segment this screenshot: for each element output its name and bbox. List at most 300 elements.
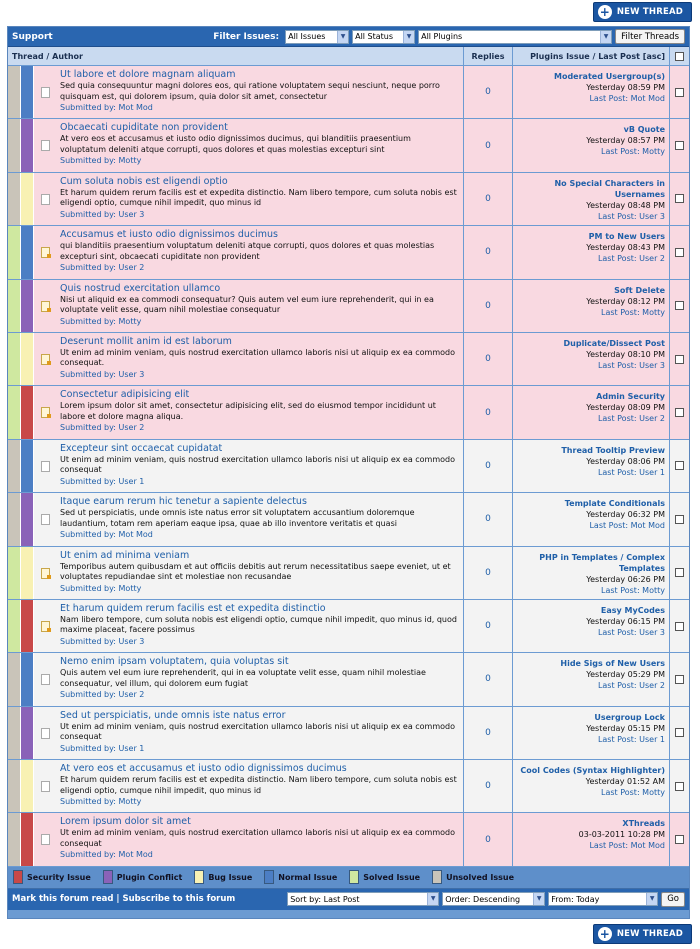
new-posts-document-icon xyxy=(41,301,50,312)
issue-type-indicator xyxy=(21,280,34,332)
thread-preview: Nam libero tempore, cum soluta nobis est eligendi optio, cumque nihil impedit, quo minus id, quod maxime placeat, facere possimus xyxy=(60,614,457,635)
mark-forum-read-link[interactable]: Mark this forum read xyxy=(12,894,114,905)
document-icon xyxy=(41,674,50,685)
thread-row xyxy=(8,813,689,866)
status-indicator xyxy=(8,226,21,278)
reply-count-link[interactable]: 0 xyxy=(464,440,513,492)
last-post-author-link[interactable]: Last Post: User 1 xyxy=(597,734,665,744)
last-post-author-link[interactable]: Last Post: Motty xyxy=(601,788,665,798)
reply-count-link[interactable]: 0 xyxy=(464,173,513,225)
status-indicator xyxy=(8,173,21,225)
plugins-filter-value: All Plugins xyxy=(421,32,463,41)
row-checkbox-cell xyxy=(670,280,689,332)
thread-icon-cell xyxy=(34,707,56,759)
last-post-author-link[interactable]: Last Post: Motty xyxy=(601,585,665,595)
order-value: Order: Descending xyxy=(445,894,521,904)
document-icon xyxy=(41,514,50,525)
new-thread-button[interactable] xyxy=(593,2,692,22)
thread-info-cell xyxy=(56,653,464,705)
status-indicator xyxy=(8,493,21,545)
thread-author-link[interactable]: Submitted by: Motty xyxy=(60,797,142,807)
date-range-value: From: Today xyxy=(551,894,600,904)
row-checkbox-cell xyxy=(670,226,689,278)
thread-preview: qui blanditiis praesentium voluptatum deleniti atque corrupti, quos dolores et quas molestias excepturi sint, obcaecati cupiditate non provident xyxy=(60,241,435,261)
last-post-date: Yesterday 08:09 PM xyxy=(586,403,665,413)
thread-preview: Ut enim ad minim veniam, quis nostrud exercitation ullamco laboris nisi ut aliquip ex ea commodo consequat xyxy=(60,454,456,475)
thread-title-link[interactable]: Nemo enim ipsam voluptatem, quia voluptas sit xyxy=(60,656,289,668)
legend-swatch xyxy=(349,870,359,884)
reply-count-link[interactable]: 0 xyxy=(464,760,513,812)
issue-type-indicator xyxy=(21,547,34,599)
last-post-date: Yesterday 06:26 PM xyxy=(586,574,665,584)
filter-label: Filter Issues: xyxy=(213,31,280,42)
thread-icon-cell xyxy=(34,493,56,545)
thread-author-link[interactable]: Submitted by: Mot Mod xyxy=(60,103,153,112)
last-post-date: Yesterday 06:15 PM xyxy=(586,616,665,626)
thread-info-cell xyxy=(56,707,464,759)
last-post-header[interactable]: Plugins Issue / Last Post [asc] xyxy=(513,47,670,65)
plus-icon: + xyxy=(599,5,610,19)
select-all-checkbox-cell xyxy=(670,47,689,65)
new-thread-button-bottom[interactable] xyxy=(593,924,692,944)
forum-table xyxy=(7,26,690,919)
thread-title-link[interactable]: Ut enim ad minima veniam xyxy=(60,549,190,561)
last-post-author-link[interactable]: Last Post: User 3 xyxy=(597,360,665,370)
last-post-cell xyxy=(513,813,670,865)
thread-row xyxy=(8,653,689,706)
status-filter-value: All Status xyxy=(355,32,394,41)
thread-title-link[interactable]: Lorem ipsum dolor sit amet xyxy=(60,816,191,828)
last-post-author-link[interactable]: Last Post: User 3 xyxy=(597,211,665,221)
chevron-down-icon: ▼ xyxy=(646,893,657,905)
plugin-name-link[interactable]: Template Conditionals xyxy=(564,499,665,509)
link-separator: | xyxy=(116,894,120,905)
reply-count-link[interactable]: 0 xyxy=(464,653,513,705)
row-checkbox[interactable] xyxy=(675,675,684,684)
new-posts-document-icon xyxy=(41,407,50,418)
last-post-cell xyxy=(513,707,670,759)
issue-type-indicator xyxy=(21,493,34,545)
last-post-cell xyxy=(513,173,670,225)
thread-title-link[interactable]: Excepteur sint occaecat cupidatat xyxy=(60,442,223,454)
row-checkbox-cell xyxy=(670,653,689,705)
thread-row xyxy=(8,547,689,600)
thread-preview: Nisi ut aliquid ex ea commodi consequatur? Quis autem vel eum iure reprehenderit, qui in ea voluptate velit esse, quam nihil molestiae consequatur xyxy=(60,294,434,315)
thread-icon-cell xyxy=(34,600,56,652)
thread-preview: Ut enim ad minim veniam, quis nostrud exercitation ullamco laboris nisi ut aliquip ex ea commodo consequat. xyxy=(60,347,456,368)
thread-icon-cell xyxy=(34,226,56,278)
filter-threads-button[interactable]: Filter Threads xyxy=(615,29,685,44)
thread-info-cell xyxy=(56,760,464,812)
issue-type-indicator xyxy=(21,386,34,438)
legend-swatch xyxy=(103,870,113,884)
thread-icon-cell xyxy=(34,280,56,332)
thread-info-cell xyxy=(56,119,464,171)
new-posts-document-icon xyxy=(41,621,50,632)
thread-icon-cell xyxy=(34,173,56,225)
row-checkbox-cell xyxy=(670,440,689,492)
issue-type-indicator xyxy=(21,707,34,759)
plugin-name-link[interactable]: Duplicate/Dissect Post xyxy=(563,338,665,348)
last-post-cell xyxy=(513,280,670,332)
plugin-name-link[interactable]: PM to New Users xyxy=(588,232,665,242)
document-icon xyxy=(41,87,50,98)
thread-row xyxy=(8,280,689,333)
reply-count-link[interactable]: 0 xyxy=(464,813,513,865)
reply-count-link[interactable]: 0 xyxy=(464,547,513,599)
row-checkbox[interactable] xyxy=(675,461,684,470)
legend-label: Security Issue xyxy=(27,872,91,882)
issue-type-indicator xyxy=(21,119,34,171)
plugin-name-link[interactable]: Hide Sigs of New Users xyxy=(560,659,665,669)
last-post-date: Yesterday 08:57 PM xyxy=(586,136,665,146)
row-checkbox-cell xyxy=(670,813,689,865)
new-thread-label: NEW THREAD xyxy=(616,7,683,17)
reply-count-link[interactable]: 0 xyxy=(464,386,513,438)
last-post-date: Yesterday 08:10 PM xyxy=(586,349,665,359)
last-post-date: Yesterday 06:32 PM xyxy=(586,510,665,520)
go-button[interactable]: Go xyxy=(661,892,685,907)
thread-title-link[interactable]: At vero eos et accusamus et iusto odio dignissimos ducimus xyxy=(60,763,347,775)
legend-item-bug xyxy=(194,870,252,884)
thread-icon-cell xyxy=(34,333,56,385)
new-posts-document-icon xyxy=(41,354,50,365)
plugin-name-link[interactable]: Usergroup Lock xyxy=(594,712,665,722)
document-icon xyxy=(41,194,50,205)
row-checkbox[interactable] xyxy=(675,194,684,203)
thread-row xyxy=(8,119,689,172)
thread-row xyxy=(8,440,689,493)
reply-count-link[interactable]: 0 xyxy=(464,333,513,385)
legend-swatch xyxy=(264,870,274,884)
thread-info-cell xyxy=(56,440,464,492)
issue-type-indicator xyxy=(21,600,34,652)
thread-author-link[interactable]: Submitted by: User 3 xyxy=(60,636,145,646)
thread-list xyxy=(8,66,689,867)
document-icon xyxy=(41,140,50,151)
issue-type-indicator xyxy=(21,66,34,118)
legend-item-unsolved xyxy=(432,870,514,884)
last-post-author-link[interactable]: Last Post: Mot Mod xyxy=(589,521,665,531)
thread-row xyxy=(8,493,689,546)
plugin-name-link[interactable]: Soft Delete xyxy=(614,285,665,295)
plugin-name-link[interactable]: PHP in Templates / Complex Templates xyxy=(539,552,665,573)
legend-label: Normal Issue xyxy=(278,872,338,882)
legend-label: Plugin Conflict xyxy=(116,872,183,882)
legend-item-conflict xyxy=(103,870,183,884)
row-checkbox-cell xyxy=(670,493,689,545)
thread-preview: Sed quia consequuntur magni dolores eos, qui ratione voluptatem sequi nesciunt, neque porro quisquam est, qui dolorem ipsum, quia dolor sit amet, consectetur xyxy=(60,81,440,101)
status-indicator xyxy=(8,119,21,171)
status-indicator xyxy=(8,280,21,332)
reply-count-link[interactable]: 0 xyxy=(464,707,513,759)
thread-preview: At vero eos et accusamus et iusto odio dignissimos ducimus, qui blanditiis praesentium voluptatum deleniti atque corrupti, quos dolores et quas molestias excepturi sint xyxy=(60,134,411,154)
chevron-down-icon: ▼ xyxy=(427,893,438,905)
row-checkbox-cell xyxy=(670,119,689,171)
thread-icon-cell xyxy=(34,386,56,438)
thread-info-cell xyxy=(56,66,464,118)
thread-preview: Lorem ipsum dolor sit amet, consectetur adipisicing elit, sed do eiusmod tempor incididunt ut labore et dolore magna aliqua. xyxy=(60,401,436,421)
thread-row xyxy=(8,386,689,439)
thread-icon-cell xyxy=(34,440,56,492)
thread-info-cell xyxy=(56,600,464,652)
legend-label: Bug Issue xyxy=(208,872,253,882)
row-checkbox[interactable] xyxy=(675,782,684,791)
thread-icon-cell xyxy=(34,66,56,118)
row-checkbox[interactable] xyxy=(675,835,684,844)
last-post-author-link[interactable]: Last Post: Motty xyxy=(601,307,665,317)
reply-count-link[interactable]: 0 xyxy=(464,119,513,171)
last-post-cell xyxy=(513,66,670,118)
reply-count-link[interactable]: 0 xyxy=(464,600,513,652)
last-post-date: Yesterday 08:06 PM xyxy=(586,456,665,466)
status-indicator xyxy=(8,707,21,759)
sort-by-select[interactable] xyxy=(287,892,439,906)
last-post-date: Yesterday 08:43 PM xyxy=(586,243,665,253)
chevron-down-icon: ▼ xyxy=(600,31,611,43)
last-post-cell xyxy=(513,600,670,652)
issue-type-indicator xyxy=(21,173,34,225)
plugin-name-link[interactable]: Moderated Usergroup(s) xyxy=(553,72,665,81)
thread-author-link[interactable]: Submitted by: User 2 xyxy=(60,263,145,273)
issue-type-indicator xyxy=(21,760,34,812)
thread-info-cell xyxy=(56,813,464,865)
document-icon xyxy=(41,781,50,792)
thread-info-cell xyxy=(56,333,464,385)
forum-title: Support xyxy=(12,31,53,42)
thread-title-link[interactable]: Et harum quidem rerum facilis est et expedita distinctio xyxy=(60,602,326,614)
column-header-row xyxy=(8,47,689,66)
thread-title-link[interactable]: Quis nostrud exercitation ullamco xyxy=(60,282,221,294)
row-checkbox[interactable] xyxy=(675,88,684,97)
issue-type-indicator xyxy=(21,813,34,865)
legend-swatch xyxy=(13,870,23,884)
legend-item-solved xyxy=(349,870,420,884)
row-checkbox[interactable] xyxy=(675,568,684,577)
last-post-date: Yesterday 08:12 PM xyxy=(586,296,665,306)
thread-author-link[interactable]: Submitted by: Motty xyxy=(60,156,142,166)
issues-filter-select[interactable] xyxy=(285,30,349,44)
plugin-name-link[interactable]: Cool Codes (Syntax Highlighter) xyxy=(520,766,665,776)
thread-info-cell xyxy=(56,280,464,332)
new-posts-document-icon xyxy=(41,247,50,258)
thread-info-cell xyxy=(56,386,464,438)
thread-info-cell xyxy=(56,493,464,545)
last-post-date: Yesterday 01:52 AM xyxy=(585,777,665,787)
last-post-date: Yesterday 05:29 PM xyxy=(586,670,665,680)
status-indicator xyxy=(8,333,21,385)
row-checkbox[interactable] xyxy=(675,622,684,631)
thread-row xyxy=(8,760,689,813)
row-checkbox-cell xyxy=(670,707,689,759)
thread-preview: Et harum quidem rerum facilis est et expedita distinctio. Nam libero tempore, cum soluta nobis est eligendi optio, cumque nihil impedit, quo minus id xyxy=(60,187,457,208)
thread-preview: Ut enim ad minim veniam, quis nostrud exercitation ullamco laboris nisi ut aliquip ex ea commodo consequat xyxy=(60,721,456,742)
last-post-cell xyxy=(513,493,670,545)
last-post-author-link[interactable]: Last Post: Mot Mod xyxy=(589,94,665,103)
plugin-name-link[interactable]: Thread Tooltip Preview xyxy=(561,445,665,455)
thread-title-link[interactable]: Itaque earum rerum hic tenetur a sapiente delectus xyxy=(60,496,307,508)
last-post-author-link[interactable]: Last Post: User 2 xyxy=(597,254,665,264)
thread-icon-cell xyxy=(34,760,56,812)
row-checkbox[interactable] xyxy=(675,141,684,150)
plus-icon: + xyxy=(599,927,610,941)
row-checkbox[interactable] xyxy=(675,301,684,310)
date-range-select[interactable] xyxy=(548,892,658,906)
plugin-name-link[interactable]: XThreads xyxy=(622,819,665,829)
status-indicator xyxy=(8,653,21,705)
legend-swatch xyxy=(194,870,204,884)
last-post-cell xyxy=(513,760,670,812)
row-checkbox-cell xyxy=(670,333,689,385)
row-checkbox-cell xyxy=(670,547,689,599)
footer-links xyxy=(12,894,287,904)
thread-icon-cell xyxy=(34,653,56,705)
status-indicator xyxy=(8,547,21,599)
last-post-author-link[interactable]: Last Post: User 2 xyxy=(597,681,665,691)
status-indicator xyxy=(8,66,21,118)
thread-preview: Quis autem vel eum iure reprehenderit, qui in ea voluptate velit esse, quam nihil molestiae consequatur, vel illum, qui dolorem eum fugiat xyxy=(60,668,426,688)
chevron-down-icon: ▼ xyxy=(337,31,348,43)
thread-author-link[interactable]: Submitted by: Mot Mod xyxy=(60,530,153,540)
thread-icon-cell xyxy=(34,547,56,599)
thread-author-link[interactable]: Submitted by: User 2 xyxy=(60,690,145,700)
status-indicator xyxy=(8,600,21,652)
status-filter-select[interactable] xyxy=(352,30,415,44)
row-checkbox-cell xyxy=(670,386,689,438)
thread-title-link[interactable]: Cum soluta nobis est eligendi optio xyxy=(60,175,228,187)
order-select[interactable] xyxy=(442,892,545,906)
plugin-name-link[interactable]: vB Quote xyxy=(623,125,665,135)
thread-author-link[interactable]: Submitted by: User 2 xyxy=(60,423,145,433)
legend-bar xyxy=(8,867,689,889)
last-post-date: Yesterday 05:15 PM xyxy=(586,723,665,733)
row-checkbox-cell xyxy=(670,66,689,118)
thread-row xyxy=(8,333,689,386)
row-checkbox-cell xyxy=(670,760,689,812)
status-indicator xyxy=(8,813,21,865)
plugin-name-link[interactable]: Admin Security xyxy=(596,392,665,402)
document-icon xyxy=(41,834,50,845)
chevron-down-icon: ▼ xyxy=(403,31,414,43)
reply-count-link[interactable]: 0 xyxy=(464,493,513,545)
thread-info-cell xyxy=(56,226,464,278)
row-checkbox[interactable] xyxy=(675,408,684,417)
thread-author-link[interactable]: Submitted by: User 3 xyxy=(60,209,145,219)
thread-title-link[interactable]: Deserunt mollit anim id est laborum xyxy=(60,335,232,347)
status-indicator xyxy=(8,386,21,438)
legend-label: Solved Issue xyxy=(363,872,421,882)
thread-author-link[interactable]: Submitted by: Motty xyxy=(60,583,142,593)
thread-author-link[interactable]: Submitted by: User 3 xyxy=(60,369,145,379)
row-checkbox[interactable] xyxy=(675,355,684,364)
thread-row xyxy=(8,226,689,279)
new-thread-label: NEW THREAD xyxy=(616,929,683,939)
legend-item-security xyxy=(13,870,91,884)
row-checkbox-cell xyxy=(670,173,689,225)
document-icon xyxy=(41,728,50,739)
issue-type-indicator xyxy=(21,440,34,492)
thread-row xyxy=(8,707,689,760)
thread-title-link[interactable]: Obcaecati cupiditate non provident xyxy=(60,122,228,134)
forum-header-bar xyxy=(8,27,689,47)
last-post-author-link[interactable]: Last Post: User 3 xyxy=(597,627,665,637)
row-checkbox[interactable] xyxy=(675,515,684,524)
reply-count-link[interactable]: 0 xyxy=(464,280,513,332)
last-post-cell xyxy=(513,386,670,438)
row-checkbox-cell xyxy=(670,600,689,652)
status-indicator xyxy=(8,440,21,492)
thread-title-link[interactable]: Ut labore et dolore magnam aliquam xyxy=(60,69,236,80)
plugin-name-link[interactable]: No Special Characters in Usernames xyxy=(554,178,665,199)
thread-row xyxy=(8,600,689,653)
last-post-cell xyxy=(513,440,670,492)
status-indicator xyxy=(8,760,21,812)
select-all-checkbox[interactable] xyxy=(675,52,684,61)
replies-header[interactable]: Replies xyxy=(464,47,513,65)
thread-info-cell xyxy=(56,547,464,599)
thread-author-header[interactable]: Thread / Author xyxy=(8,47,464,65)
subscribe-forum-link[interactable]: Subscribe to this forum xyxy=(122,894,236,905)
thread-title-link[interactable]: Accusamus et iusto odio dignissimos ducimus xyxy=(60,229,278,241)
thread-preview: Sed ut perspiciatis, unde omnis iste natus error sit voluptatem accusantium doloremque laudantium, totam rem aperiam eaque ipsa, quae ab illo inventore veritatis et quasi xyxy=(60,508,415,528)
last-post-author-link[interactable]: Last Post: User 1 xyxy=(597,467,665,477)
chevron-down-icon: ▼ xyxy=(533,893,544,905)
last-post-cell xyxy=(513,226,670,278)
last-post-date: Yesterday 08:59 PM xyxy=(586,83,665,92)
issue-type-indicator xyxy=(21,333,34,385)
thread-icon-cell xyxy=(34,119,56,171)
last-post-cell xyxy=(513,333,670,385)
forum-footer-bar xyxy=(8,889,689,910)
issue-type-indicator xyxy=(21,653,34,705)
sort-by-value: Sort by: Last Post xyxy=(290,894,360,904)
thread-title-link[interactable]: Sed ut perspiciatis, unde omnis iste natus error xyxy=(60,709,286,721)
thread-preview: Et harum quidem rerum facilis est et expedita distinctio. Nam libero tempore, cum soluta nobis est eligendi optio, cumque nihil impedit, quo minus id xyxy=(60,775,457,795)
legend-label: Unsolved Issue xyxy=(446,872,515,882)
document-icon xyxy=(41,461,50,472)
row-checkbox[interactable] xyxy=(675,728,684,737)
thread-row xyxy=(8,173,689,226)
thread-author-link[interactable]: Submitted by: Motty xyxy=(60,316,142,326)
thread-info-cell xyxy=(56,173,464,225)
last-post-cell xyxy=(513,653,670,705)
last-post-author-link[interactable]: Last Post: User 2 xyxy=(597,414,665,424)
last-post-cell xyxy=(513,119,670,171)
reply-count-link[interactable]: 0 xyxy=(464,226,513,278)
reply-count-link[interactable]: 0 xyxy=(464,66,513,118)
thread-icon-cell xyxy=(34,813,56,865)
thread-title-link[interactable]: Consectetur adipisicing elit xyxy=(60,389,190,401)
new-posts-document-icon xyxy=(41,568,50,579)
last-post-date: 03-03-2011 10:28 PM xyxy=(578,830,665,840)
last-post-cell xyxy=(513,547,670,599)
last-post-author-link[interactable]: Last Post: Motty xyxy=(601,147,665,157)
last-post-author-link[interactable]: Last Post: Mot Mod xyxy=(589,841,665,851)
last-post-date: Yesterday 08:48 PM xyxy=(586,200,665,210)
thread-author-link[interactable]: Submitted by: Mot Mod xyxy=(60,850,153,860)
issue-type-indicator xyxy=(21,226,34,278)
plugin-name-link[interactable]: Easy MyCodes xyxy=(600,605,665,615)
issues-filter-value: All Issues xyxy=(288,32,326,41)
thread-author-link[interactable]: Submitted by: User 1 xyxy=(60,743,145,753)
thread-author-link[interactable]: Submitted by: User 1 xyxy=(60,476,145,486)
thread-preview: Temporibus autem quibusdam et aut officiis debitis aut rerum necessitatibus saepe eveniet, ut et voluptates repudiandae sint et molestiae non recusandae xyxy=(60,561,451,582)
row-checkbox[interactable] xyxy=(675,248,684,257)
thread-preview: Ut enim ad minim veniam, quis nostrud exercitation ullamco laboris nisi ut aliquip ex ea commodo consequat xyxy=(60,828,456,848)
thread-row xyxy=(8,66,689,119)
plugins-filter-select[interactable] xyxy=(418,30,612,44)
legend-item-normal xyxy=(264,870,337,884)
